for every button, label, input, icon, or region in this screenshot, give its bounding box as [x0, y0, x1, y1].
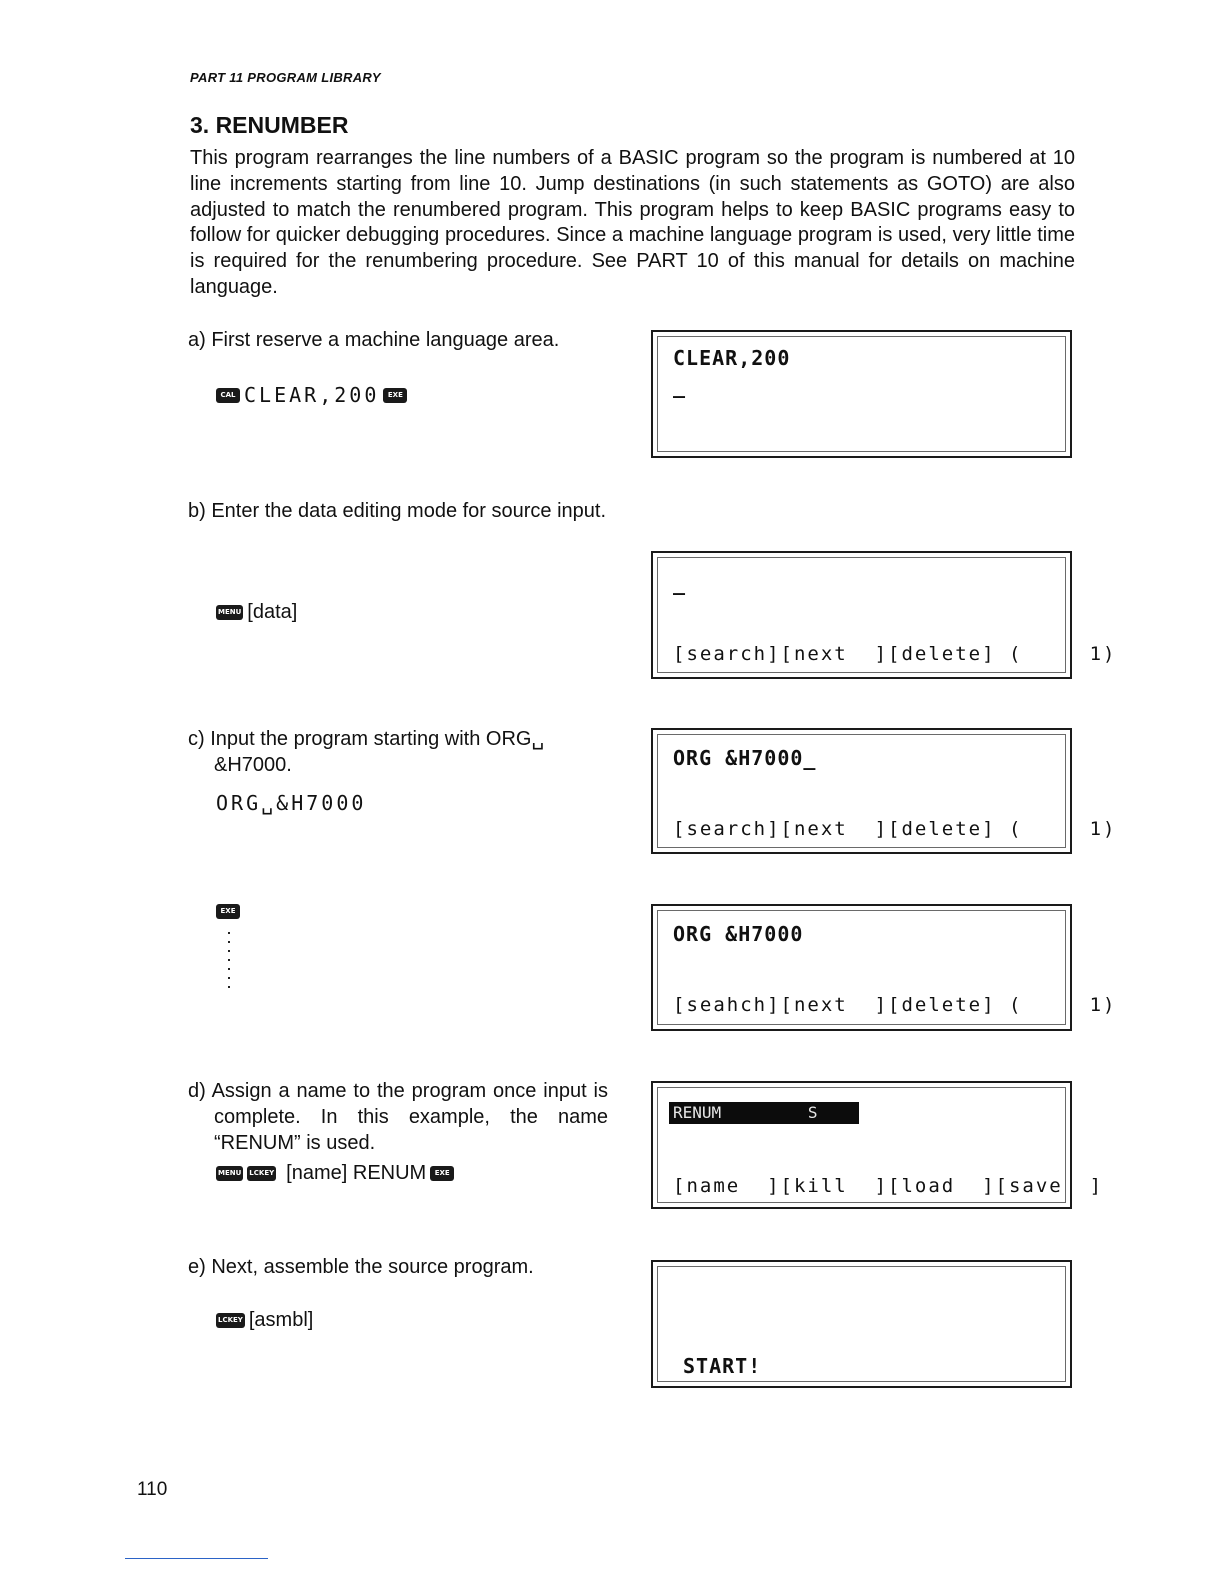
step-c-key-sequence: ORG␣&H7000: [216, 791, 367, 815]
lcd-c2-line1: ORG &H7000: [673, 922, 804, 946]
footer-rule: [125, 1558, 268, 1559]
continuation-dots: [228, 932, 230, 988]
step-d: [188, 1078, 608, 1156]
lcd-display-a: [651, 330, 1072, 458]
step-a-keys: [216, 383, 407, 407]
lcd-e-line1: START!: [683, 1354, 762, 1378]
page-number: 110: [137, 1479, 168, 1500]
step-e-keys: [216, 1309, 313, 1332]
lcd-display-d: [651, 1081, 1104, 1209]
intro-paragraph: This program rearranges the line numbers of a BASIC program so the program is numbered at 10 line increments starting from line 10. Jump destinations (in such statements as GOTO) are also adjusted to match the renumbered program. This program helps to keep BASIC programs easy to follow for quicker debugging procedures. Since a machine language program is used, very little time is required for the renumbering procedure. See PART 10 of this manual for details on machine language.: [190, 147, 1075, 298]
step-c-text: c) Input the program starting with ORG␣ &H7000.: [188, 728, 545, 776]
lcd-a-line2: _: [673, 374, 687, 398]
step-e-key-label: [asmbl]: [248, 1309, 314, 1331]
lcd-c2-menu: [seahch][next ][delete] ( 1): [673, 994, 1117, 1016]
step-e: [188, 1254, 608, 1280]
step-d-text: d) Assign a name to the program once input is complete. In this example, the name “RENUM” is used.: [188, 1080, 608, 1154]
exe-key-icon: EXE: [430, 1166, 454, 1181]
step-a: [188, 327, 613, 353]
menu-key-icon: MENU: [216, 1166, 243, 1181]
exe-key-icon: EXE: [216, 904, 240, 919]
step-b-keys: [216, 601, 297, 624]
lcd-c-line1: ORG &H7000_: [673, 746, 817, 770]
lcd-d-menu: [name ][kill ][load ][save ]: [673, 1175, 1104, 1197]
lcd-display-c2: [651, 904, 1117, 1031]
lcd-display-b: [651, 551, 1117, 679]
lcd-display-e: [651, 1260, 1072, 1388]
lcd-a-line1: CLEAR,200: [673, 346, 791, 370]
lckey-key-icon: LCKEY: [247, 1166, 276, 1181]
step-a-key-sequence: CLEAR,200: [244, 383, 380, 407]
step-c: [188, 726, 608, 778]
step-b-text: b) Enter the data editing mode for source input.: [188, 500, 607, 522]
lcd-b-line1: _: [673, 571, 687, 595]
menu-key-icon: MENU: [216, 605, 243, 620]
step-d-key-sequence: [name] RENUM: [286, 1162, 427, 1184]
step-b-key-label: [data]: [247, 601, 298, 623]
lcd-b-menu: [search][next ][delete] ( 1): [673, 643, 1117, 665]
section-title: 3. RENUMBER: [190, 112, 349, 138]
step-a-text: a) First reserve a machine language area.: [188, 329, 560, 351]
exe-key-icon: EXE: [383, 388, 407, 403]
step-c-keys: [216, 791, 366, 815]
lcd-c-menu: [search][next ][delete] ( 1): [673, 818, 1117, 840]
step-c2-keys: [216, 904, 240, 919]
step-b: [188, 498, 688, 524]
step-e-text: e) Next, assemble the source program.: [188, 1256, 534, 1278]
lckey-key-icon: LCKEY: [216, 1313, 245, 1328]
cal-key-icon: CAL: [216, 388, 240, 403]
step-d-keys: [216, 1162, 454, 1185]
running-head: PART 11 PROGRAM LIBRARY: [190, 70, 381, 85]
lcd-d-inverse-line: RENUM S: [669, 1102, 859, 1124]
lcd-display-c: [651, 728, 1117, 854]
